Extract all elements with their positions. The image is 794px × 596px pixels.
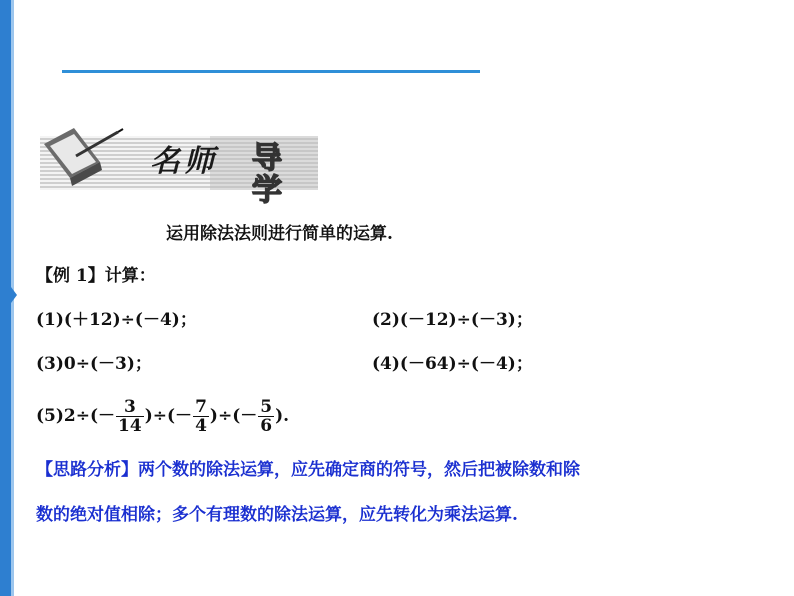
banner-label-left: 名师 (150, 144, 218, 179)
header-rule (62, 70, 480, 73)
topic-text: 运用除法法则进行简单的运算. (166, 224, 393, 244)
problem-5 (36, 397, 289, 435)
problem-1: (1)(＋12)÷(－4)； (36, 310, 197, 330)
analysis-tag: 【思路分析】 (36, 460, 138, 480)
problem-5-prefix: (5)2÷(－ (36, 406, 116, 426)
example-prompt: 计算： (104, 266, 156, 286)
fraction-2-denominator: 4 (195, 416, 207, 436)
problem-3: (3)0÷(－3)； (36, 354, 152, 374)
analysis-line-1 (36, 460, 580, 480)
problem-2: (2)(－12)÷(－3)； (372, 310, 533, 330)
fraction-3-denominator: 6 (260, 416, 273, 436)
side-bar-notch (11, 287, 17, 303)
fraction-3-numerator: 5 (260, 397, 273, 417)
fraction-2 (193, 398, 209, 435)
example-tag: 【例 1】 (36, 266, 105, 286)
example-heading (36, 266, 156, 286)
fraction-1-denominator: 14 (118, 416, 142, 436)
fraction-3 (258, 398, 274, 435)
problem-5-suffix: ). (275, 406, 290, 426)
banner-label-right: 导学 (252, 141, 288, 208)
problem-5-mid-1: )÷(－ (144, 406, 193, 426)
fraction-1-numerator: 3 (116, 398, 144, 417)
section-banner (40, 126, 318, 208)
fraction-1 (116, 398, 144, 435)
analysis-text-1: 两个数的除法运算，应先确定商的符号，然后把被除数和除 (138, 460, 580, 480)
side-bar (0, 0, 11, 596)
problem-4: (4)(－64)÷(－4)； (372, 354, 533, 374)
analysis-line-2: 数的绝对值相除；多个有理数的除法运算，应先转化为乘法运算. (36, 505, 518, 525)
fraction-2-numerator: 7 (195, 397, 207, 417)
problem-5-mid-2: )÷(－ (209, 406, 258, 426)
